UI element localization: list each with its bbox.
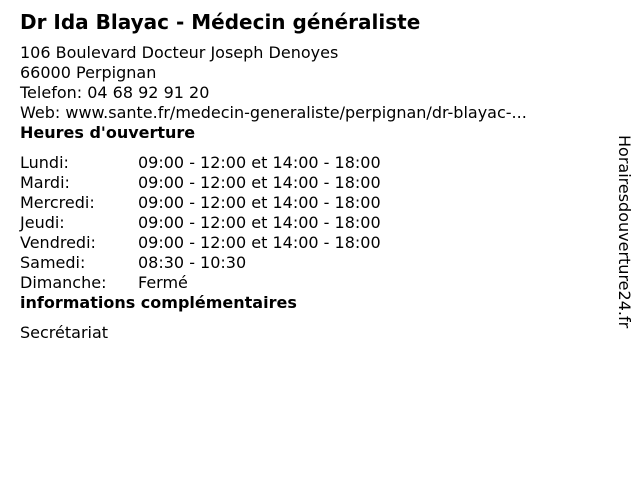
day-label: Samedi: (20, 253, 86, 272)
additional-info-heading: informations complémentaires (20, 293, 297, 312)
hours-row-monday (20, 153, 600, 173)
website-label: Web: (20, 103, 66, 122)
opening-hours-heading: Heures d'ouverture (20, 123, 196, 142)
site-watermark: Horairesdouverture24.fr (615, 135, 634, 329)
hours-row-sunday (20, 273, 600, 293)
time-value: 09:00 - 12:00 et 14:00 - 18:00 (138, 173, 381, 192)
page-title: Dr Ida Blayac - Médecin généraliste (20, 10, 421, 34)
opening-hours-table (20, 153, 600, 293)
time-value: 09:00 - 12:00 et 14:00 - 18:00 (138, 233, 381, 252)
time-value: 09:00 - 12:00 et 14:00 - 18:00 (138, 153, 381, 172)
city-postcode: 66000 Perpignan (20, 63, 157, 82)
website-line (20, 103, 600, 123)
doctor-info-card (20, 9, 600, 343)
website-link[interactable]: www.sante.fr/medecin-generaliste/perpignan/dr-blayac-... (65, 103, 527, 122)
day-label: Vendredi: (20, 233, 96, 252)
hours-row-friday (20, 233, 600, 253)
hours-row-saturday (20, 253, 600, 273)
address-block (20, 43, 600, 123)
street-address: 106 Boulevard Docteur Joseph Denoyes (20, 43, 339, 62)
phone-number: Telefon: 04 68 92 91 20 (20, 83, 210, 102)
day-label: Lundi: (20, 153, 69, 172)
hours-row-wednesday (20, 193, 600, 213)
time-value: 08:30 - 10:30 (138, 253, 247, 272)
day-label: Jeudi: (20, 213, 65, 232)
time-value: 09:00 - 12:00 et 14:00 - 18:00 (138, 213, 381, 232)
hours-row-tuesday (20, 173, 600, 193)
additional-info-text: Secrétariat (20, 323, 109, 342)
day-label: Mardi: (20, 173, 70, 192)
time-value: Fermé (138, 273, 188, 292)
day-label: Mercredi: (20, 193, 95, 212)
day-label: Dimanche: (20, 273, 107, 292)
time-value: 09:00 - 12:00 et 14:00 - 18:00 (138, 193, 381, 212)
hours-row-thursday (20, 213, 600, 233)
